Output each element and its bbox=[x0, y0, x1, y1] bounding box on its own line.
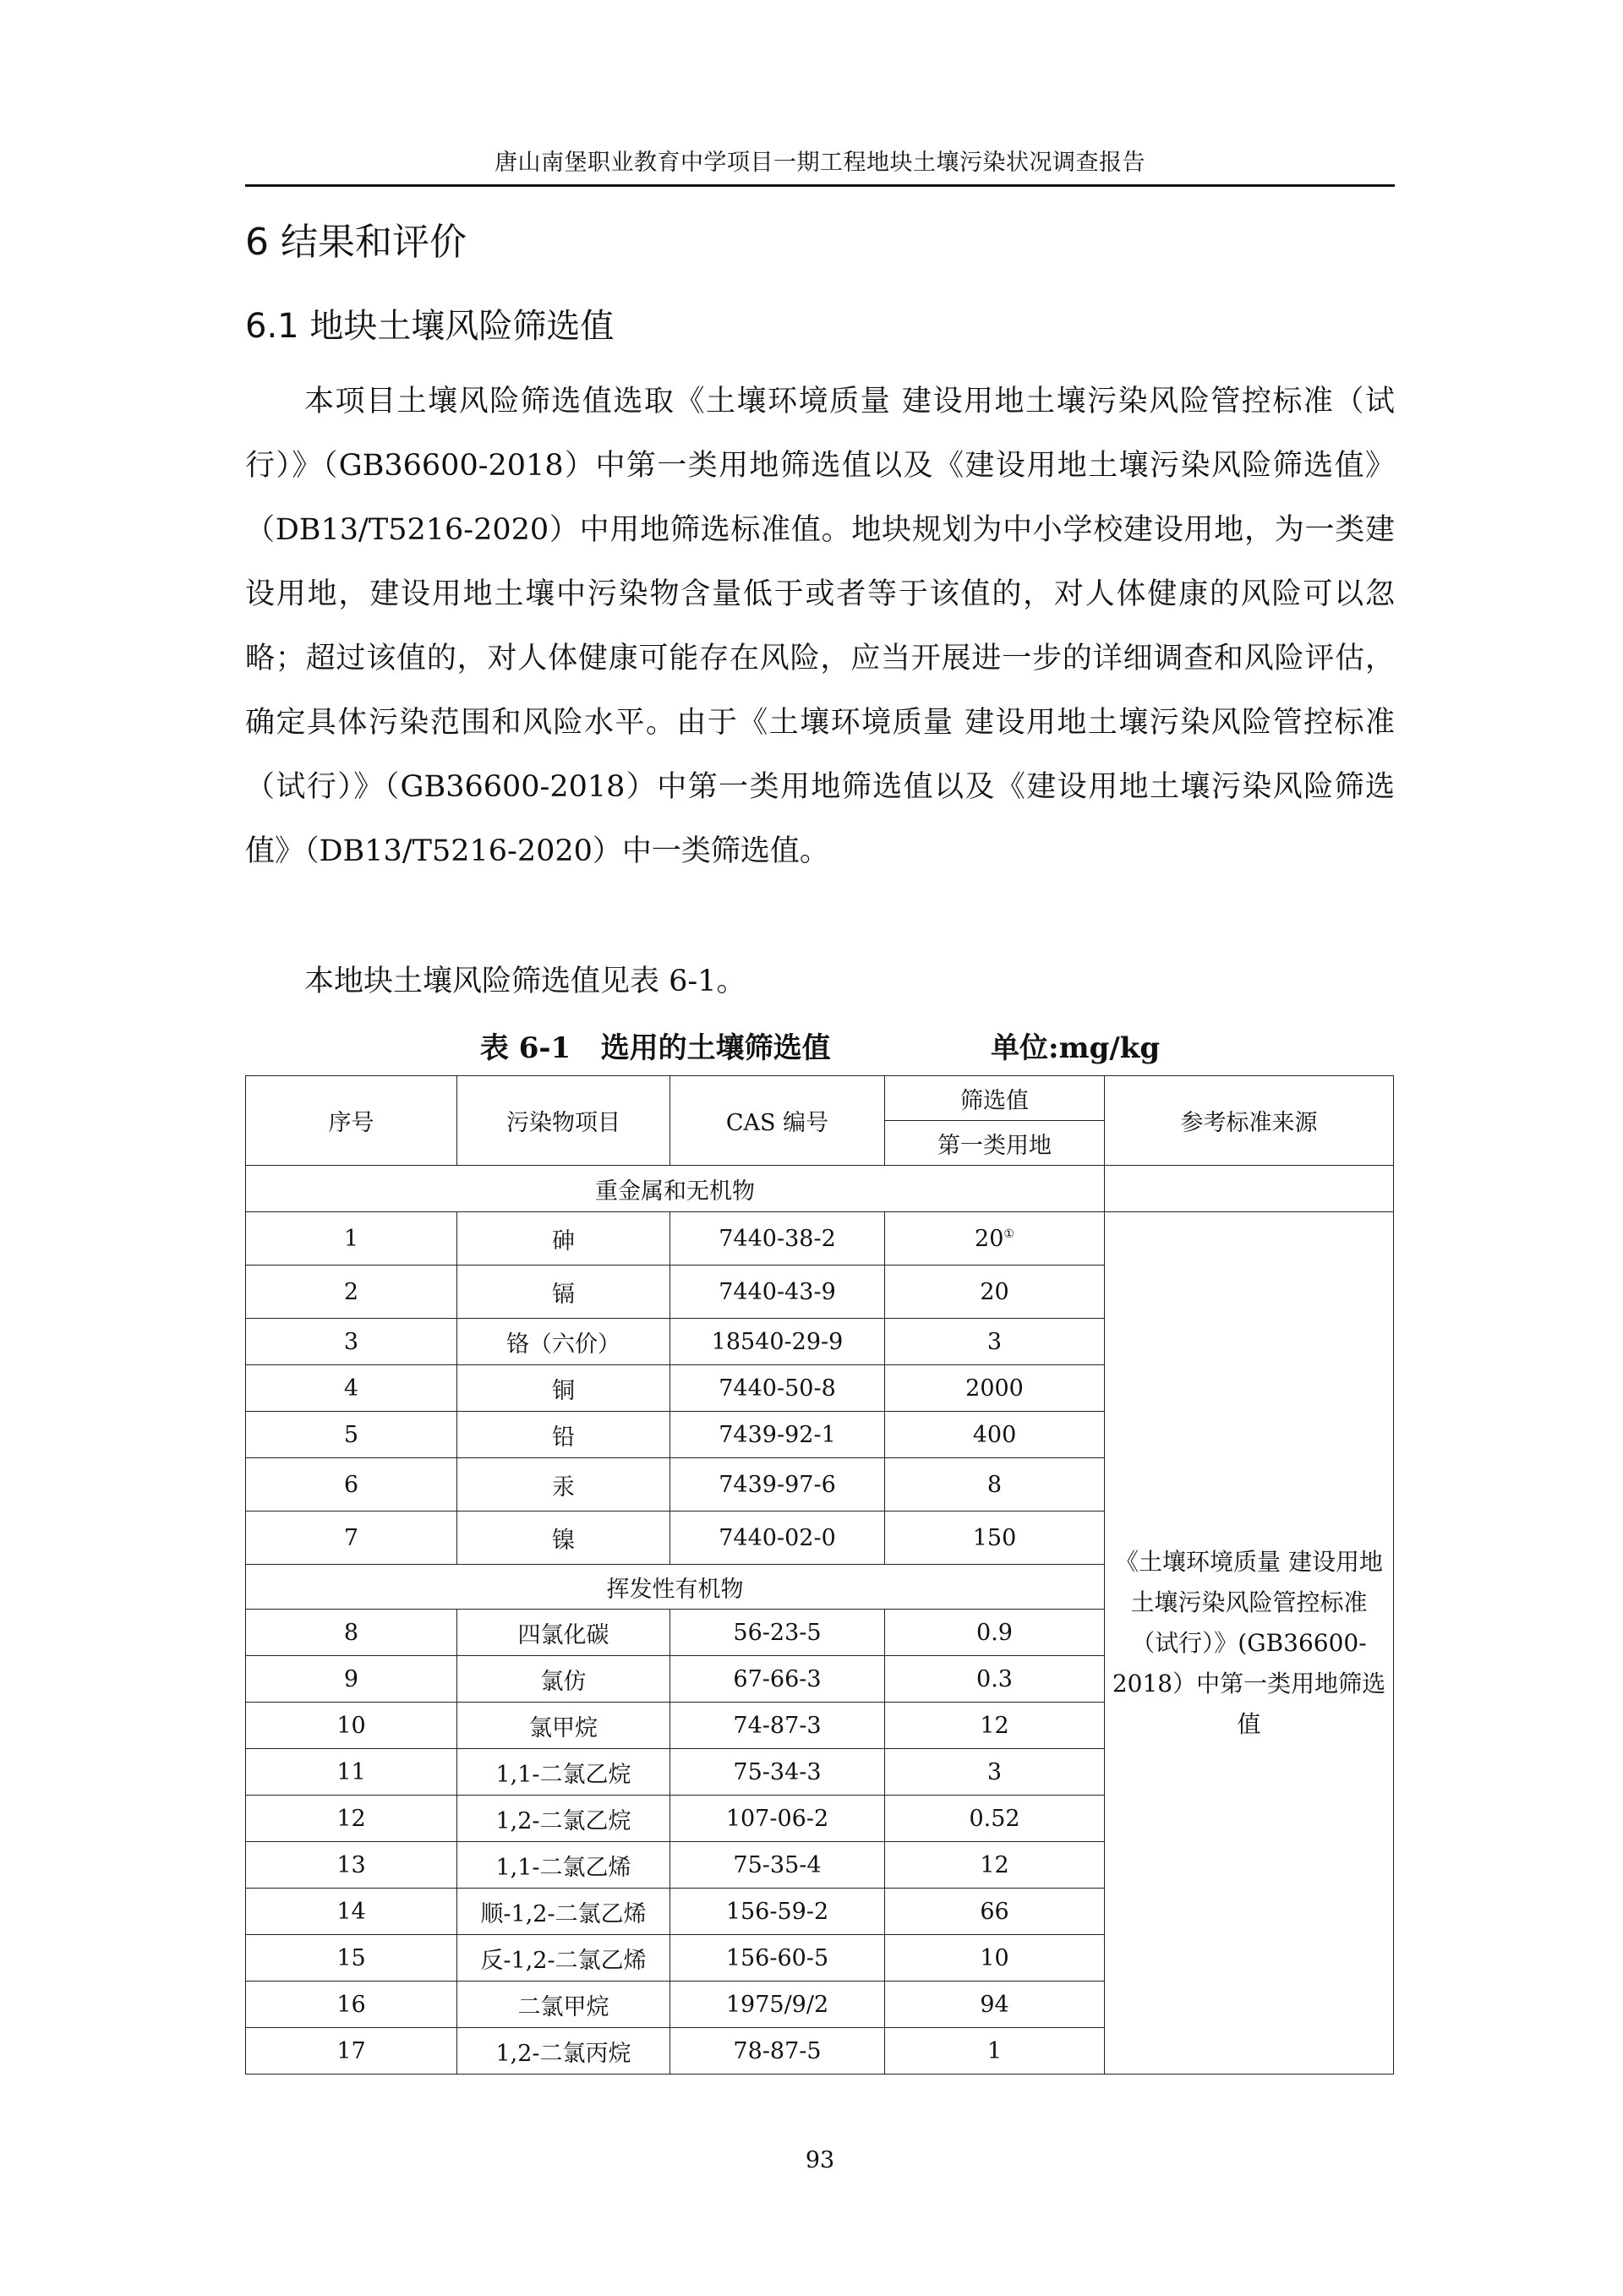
body-paragraph-1: 本项目土壤风险筛选值选取《土壤环境质量 建设用地土壤污染风险管控标准（试行）》（GB36600-2018）中第一类用地筛选值以及《建设用地土壤污染风险筛选值》（DB13/T5216-2020）中用地筛选标准值。地块规划为中小学校建设用地，为一类建设用地，建设用地土壤中污染物含量低于或者等于该值的，对人体健康的风险可以忽略；超过该值的，对人体健康可能存在风险，应当开展进一步的详细调查和风险评估，确定具体污染范围和风险水平。由于《土壤环境质量 建设用地土壤污染风险管控标准（试行）》（GB36600-2018）中第一类用地筛选值以及《建设用地土壤污染风险筛选值》（DB13/T5216-2020）中一类筛选值。 bbox=[245, 385, 1395, 868]
cell-pollutant: 镉 bbox=[457, 1266, 670, 1319]
cell-pollutant: 汞 bbox=[457, 1458, 670, 1512]
group-label: 挥发性有机物 bbox=[246, 1565, 1105, 1610]
cell-pollutant: 氯甲烷 bbox=[457, 1703, 670, 1749]
value-text: 3 bbox=[986, 1328, 1003, 1355]
body-paragraph-2: 本地块土壤风险筛选值见表 6-1。 bbox=[304, 965, 746, 998]
value-text: 66 bbox=[980, 1898, 1009, 1925]
cell-seq: 3 bbox=[246, 1319, 457, 1365]
cell-seq: 17 bbox=[246, 2028, 457, 2075]
cell-cas: 156-60-5 bbox=[670, 1935, 885, 1982]
cell-cas: 156-59-2 bbox=[670, 1889, 885, 1935]
value-text: 3 bbox=[986, 1758, 1003, 1785]
cell-pollutant: 1,1-二氯乙烷 bbox=[457, 1749, 670, 1796]
cell-pollutant: 1,1-二氯乙烯 bbox=[457, 1842, 670, 1889]
table-caption: 表 6-1 选用的土壤筛选值 单位:mg/kg bbox=[479, 1031, 1161, 1065]
value-text: 20 bbox=[975, 1225, 1004, 1252]
cell-seq: 12 bbox=[246, 1796, 457, 1842]
cell-seq: 16 bbox=[246, 1982, 457, 2028]
cell-seq: 8 bbox=[246, 1610, 457, 1656]
cell-value bbox=[885, 1458, 1105, 1512]
header-screening: 筛选值 bbox=[885, 1076, 1105, 1121]
section-heading: 6 结果和评价 bbox=[245, 221, 467, 264]
header-source: 参考标准来源 bbox=[1105, 1076, 1394, 1166]
header-seq: 序号 bbox=[246, 1076, 457, 1166]
group-label: 重金属和无机物 bbox=[246, 1166, 1105, 1212]
cell-value bbox=[885, 1796, 1105, 1842]
value-text: 0.52 bbox=[969, 1805, 1020, 1832]
cell-cas: 74-87-3 bbox=[670, 1703, 885, 1749]
cell-seq: 1 bbox=[246, 1212, 457, 1266]
page-header: 唐山南堡职业教育中学项目一期工程地块土壤污染状况调查报告 bbox=[495, 150, 1145, 176]
cell-pollutant: 四氯化碳 bbox=[457, 1610, 670, 1656]
cell-cas: 75-34-3 bbox=[670, 1749, 885, 1796]
cell-pollutant: 顺-1,2-二氯乙烯 bbox=[457, 1889, 670, 1935]
header-pollutant: 污染物项目 bbox=[457, 1076, 670, 1166]
value-text: 400 bbox=[972, 1421, 1017, 1448]
screening-values-table bbox=[245, 1075, 1394, 2075]
cell-value bbox=[885, 1842, 1105, 1889]
cell-cas: 7440-38-2 bbox=[670, 1212, 885, 1266]
cell-seq: 5 bbox=[246, 1412, 457, 1458]
source-cell-empty bbox=[1105, 1166, 1394, 1212]
cell-cas: 18540-29-9 bbox=[670, 1319, 885, 1365]
cell-pollutant: 二氯甲烷 bbox=[457, 1982, 670, 2028]
cell-value bbox=[885, 1365, 1105, 1412]
value-text: 8 bbox=[986, 1471, 1003, 1498]
cell-value bbox=[885, 1935, 1105, 1982]
value-text: 0.3 bbox=[976, 1665, 1013, 1692]
cell-pollutant: 铅 bbox=[457, 1412, 670, 1458]
value-text: 94 bbox=[980, 1991, 1009, 2018]
cell-cas: 7440-50-8 bbox=[670, 1365, 885, 1412]
value-text: 0.9 bbox=[976, 1619, 1013, 1646]
cell-value bbox=[885, 1889, 1105, 1935]
cell-value bbox=[885, 1656, 1105, 1703]
cell-cas: 1975/9/2 bbox=[670, 1982, 885, 2028]
header-cas: CAS 编号 bbox=[670, 1076, 885, 1166]
cell-cas: 7439-97-6 bbox=[670, 1458, 885, 1512]
table-row bbox=[246, 1212, 1394, 1266]
cell-seq: 9 bbox=[246, 1656, 457, 1703]
cell-pollutant: 镍 bbox=[457, 1512, 670, 1565]
cell-seq: 15 bbox=[246, 1935, 457, 1982]
footnote-marker: ① bbox=[1003, 1227, 1014, 1241]
cell-seq: 6 bbox=[246, 1458, 457, 1512]
cell-seq: 7 bbox=[246, 1512, 457, 1565]
cell-pollutant: 铜 bbox=[457, 1365, 670, 1412]
cell-pollutant: 1,2-二氯丙烷 bbox=[457, 2028, 670, 2075]
cell-pollutant: 砷 bbox=[457, 1212, 670, 1266]
cell-value bbox=[885, 2028, 1105, 2075]
source-cell: 《土壤环境质量 建设用地土壤污染风险管控标准（试行）》(GB36600-2018）中第一类用地筛选值 bbox=[1105, 1212, 1394, 2075]
cell-value bbox=[885, 1512, 1105, 1565]
value-text: 10 bbox=[980, 1944, 1009, 1971]
page-number: 93 bbox=[805, 2147, 835, 2173]
cell-seq: 4 bbox=[246, 1365, 457, 1412]
cell-value bbox=[885, 1749, 1105, 1796]
cell-value bbox=[885, 1982, 1105, 2028]
value-text: 12 bbox=[980, 1712, 1009, 1739]
cell-value bbox=[885, 1703, 1105, 1749]
cell-cas: 75-35-4 bbox=[670, 1842, 885, 1889]
cell-value bbox=[885, 1610, 1105, 1656]
cell-pollutant: 反-1,2-二氯乙烯 bbox=[457, 1935, 670, 1982]
header-rule bbox=[245, 184, 1395, 187]
cell-cas: 7440-43-9 bbox=[670, 1266, 885, 1319]
cell-pollutant: 1,2-二氯乙烷 bbox=[457, 1796, 670, 1842]
cell-cas: 7439-92-1 bbox=[670, 1412, 885, 1458]
cell-seq: 13 bbox=[246, 1842, 457, 1889]
cell-cas: 56-23-5 bbox=[670, 1610, 885, 1656]
cell-value bbox=[885, 1212, 1105, 1266]
cell-seq: 11 bbox=[246, 1749, 457, 1796]
value-text: 1 bbox=[986, 2037, 1003, 2064]
value-text: 150 bbox=[972, 1524, 1017, 1551]
cell-value bbox=[885, 1412, 1105, 1458]
value-text: 2000 bbox=[965, 1375, 1024, 1402]
cell-value bbox=[885, 1266, 1105, 1319]
cell-pollutant: 铬（六价） bbox=[457, 1319, 670, 1365]
cell-cas: 78-87-5 bbox=[670, 2028, 885, 2075]
subsection-heading: 6.1 地块土壤风险筛选值 bbox=[245, 307, 615, 346]
cell-pollutant: 氯仿 bbox=[457, 1656, 670, 1703]
cell-cas: 107-06-2 bbox=[670, 1796, 885, 1842]
value-text: 12 bbox=[980, 1851, 1009, 1878]
value-text: 20 bbox=[980, 1278, 1009, 1305]
cell-seq: 10 bbox=[246, 1703, 457, 1749]
cell-cas: 67-66-3 bbox=[670, 1656, 885, 1703]
cell-seq: 2 bbox=[246, 1266, 457, 1319]
group-row bbox=[246, 1166, 1394, 1212]
header-class1: 第一类用地 bbox=[885, 1121, 1105, 1166]
cell-cas: 7440-02-0 bbox=[670, 1512, 885, 1565]
cell-value bbox=[885, 1319, 1105, 1365]
cell-seq: 14 bbox=[246, 1889, 457, 1935]
